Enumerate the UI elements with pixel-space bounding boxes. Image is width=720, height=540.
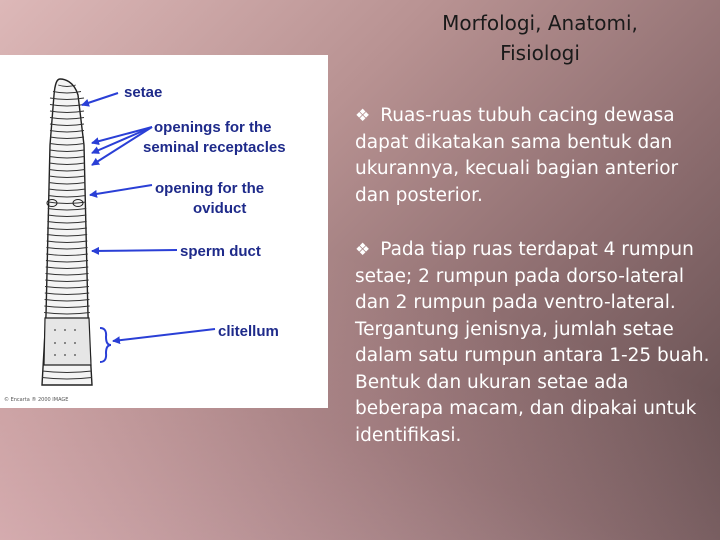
bullet-list — [355, 103, 717, 477]
diamond-bullet-icon: ❖ — [355, 106, 371, 126]
label-sperm-duct: sperm duct — [180, 243, 261, 260]
label-seminal-line2: seminal receptacles — [143, 139, 286, 156]
title-line-1: Morfologi, Anatomi, — [442, 11, 638, 35]
earthworm-illustration — [0, 55, 328, 408]
bullet-item-2 — [355, 237, 717, 449]
slide-title — [360, 8, 720, 68]
bullet-item-1 — [355, 103, 717, 209]
clitellum-bracket — [100, 328, 111, 362]
earthworm-diagram — [0, 55, 328, 408]
label-oviduct-line1: opening for the — [155, 180, 265, 197]
label-setae: setae — [124, 84, 163, 101]
bullet-text-1: Ruas-ruas tubuh cacing dewasa dapat dikatakan sama bentuk dan ukurannya, kecuali bagian anterior dan posterior. — [355, 105, 679, 206]
label-clitellum: clitellum — [218, 323, 279, 340]
label-seminal-line1: openings for the — [154, 119, 272, 136]
bullet-text-2: Pada tiap ruas terdapat 4 rumpun setae; 2 rumpun pada dorso-lateral dan 2 rumpun pada ventro-lateral. Tergantung jenisnya, jumlah setae dalam satu rumpun antara 1-25 buah. Bentuk dan ukuran setae ada beberapa macam, dan dipakai untuk identifikasi. — [355, 239, 710, 446]
label-oviduct-line2: oviduct — [193, 200, 247, 217]
clitellum-band — [44, 318, 91, 365]
diamond-bullet-icon: ❖ — [355, 240, 371, 260]
title-line-2: Fisiologi — [500, 41, 580, 65]
image-copyright: © Encarta ® 2000 IMAGE — [4, 397, 69, 403]
